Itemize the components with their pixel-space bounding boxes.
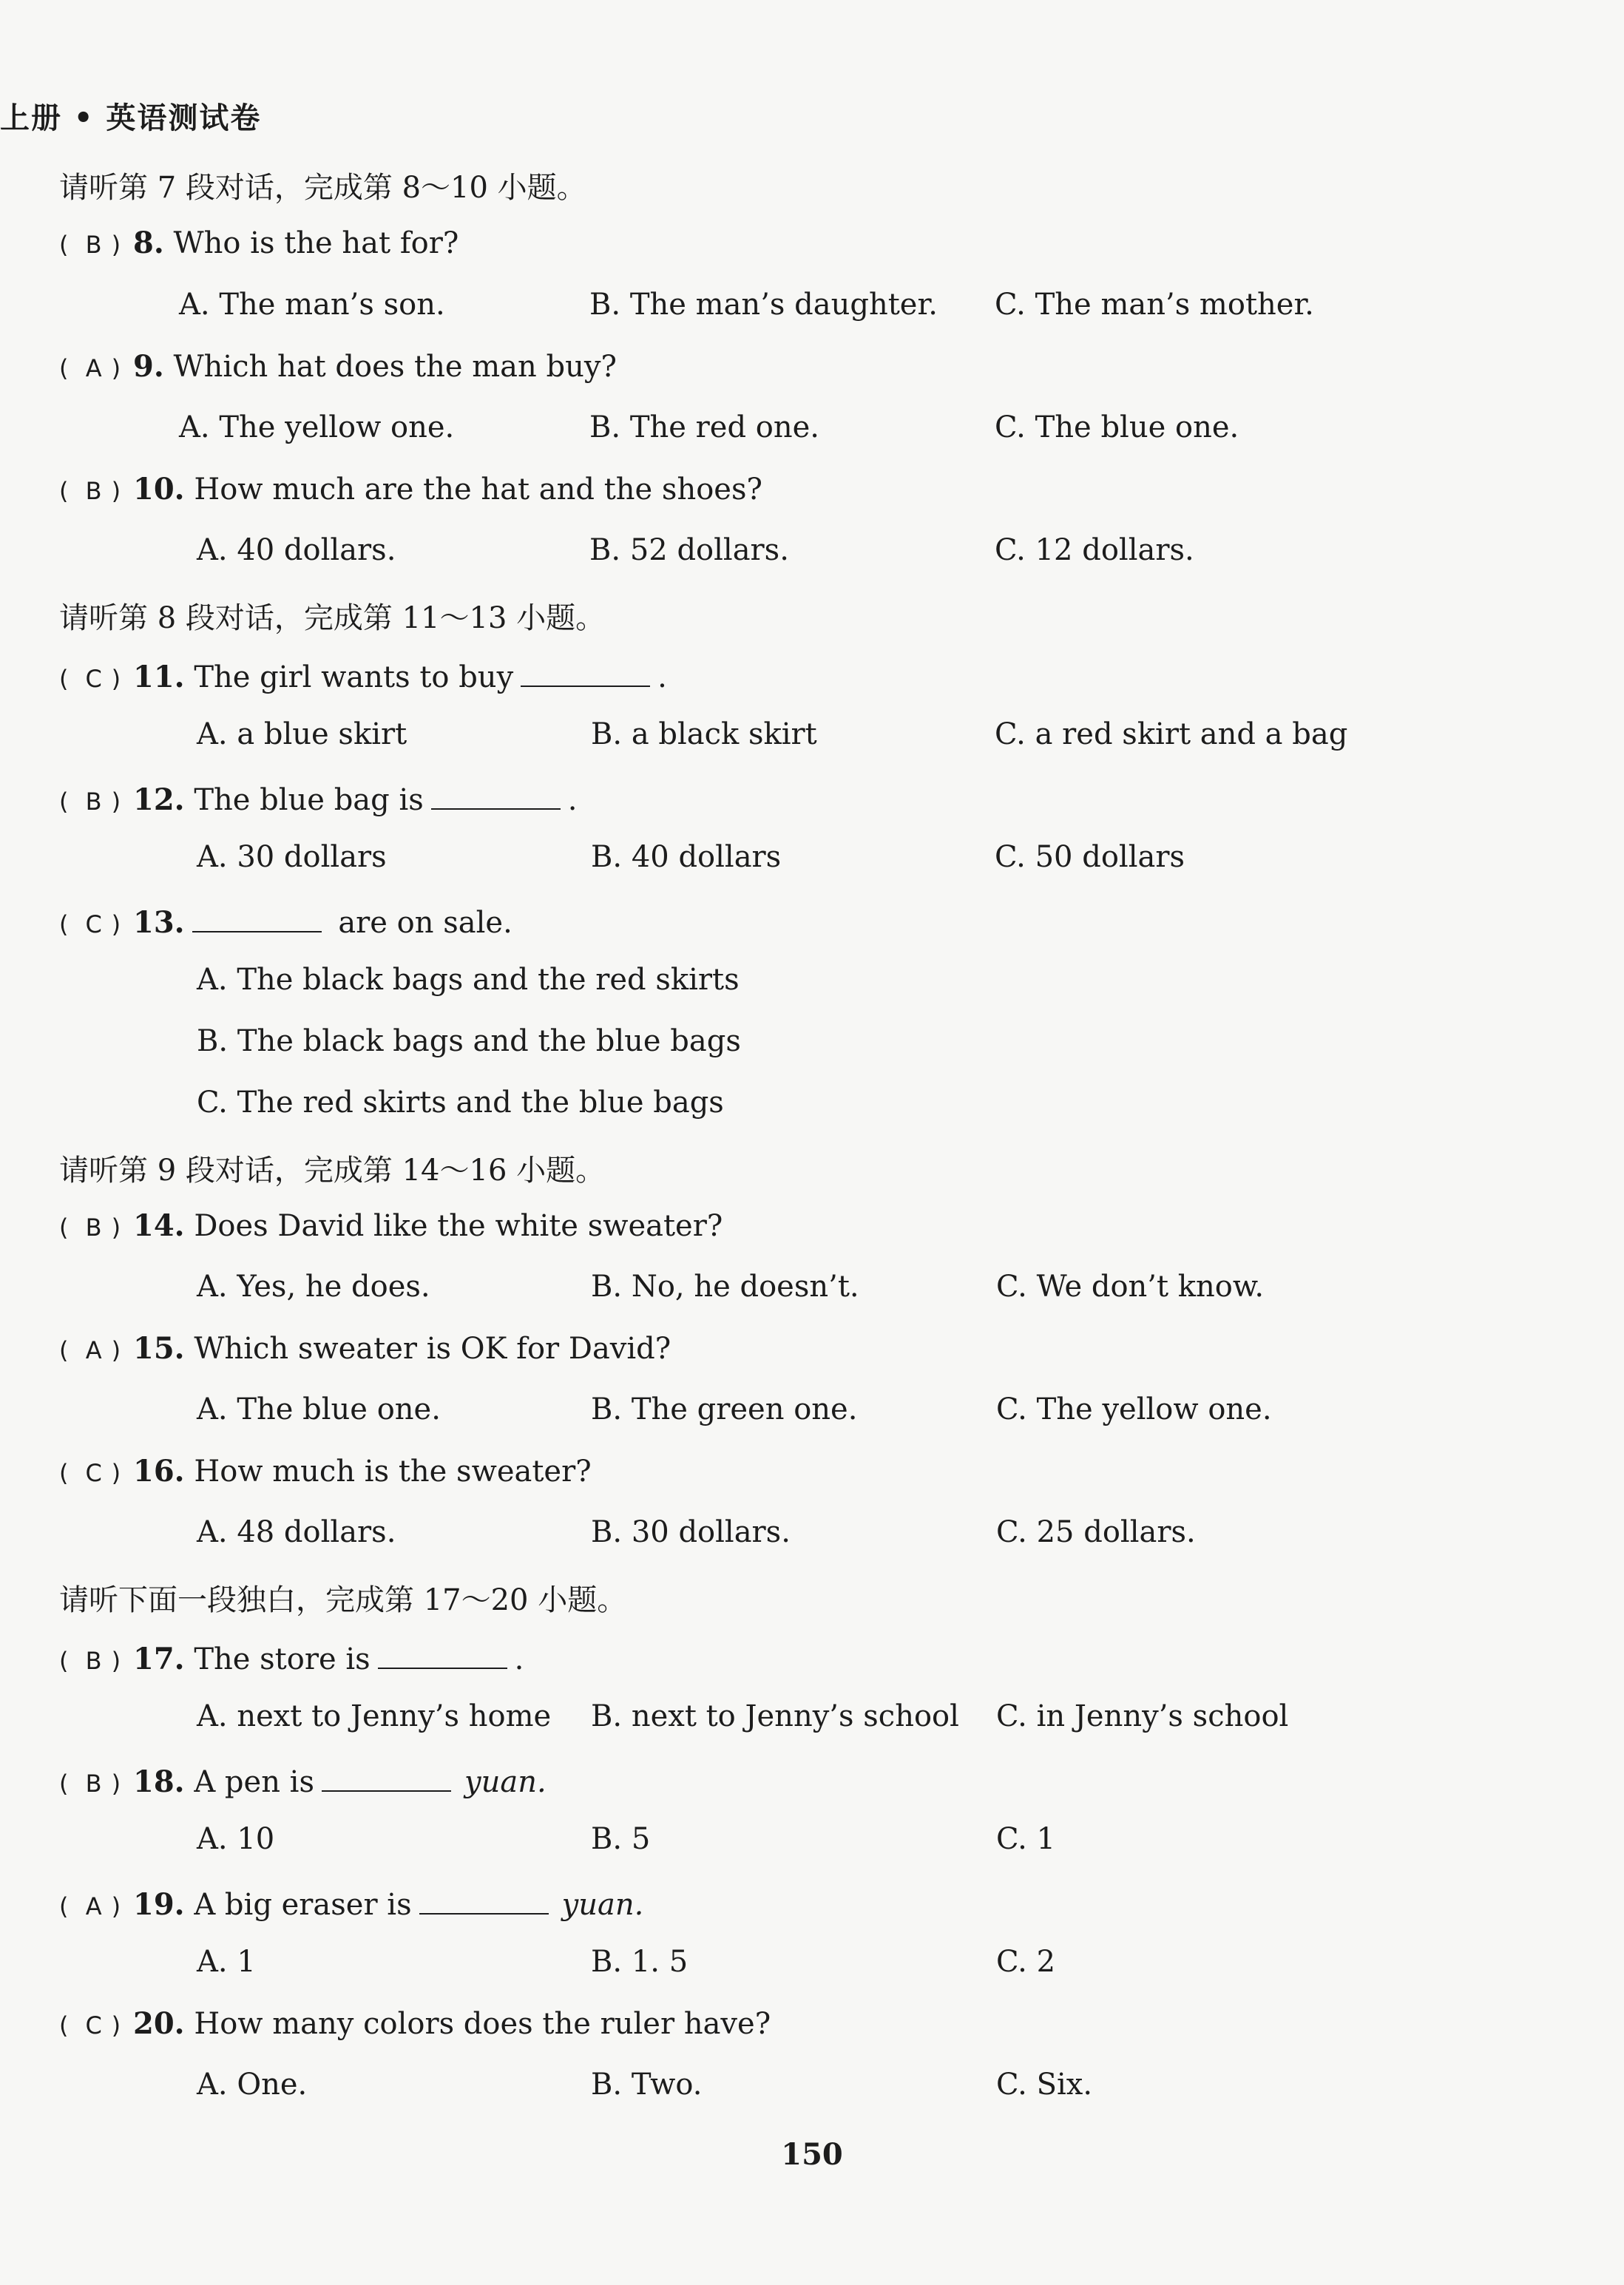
- option-a: A. 48 dollars.: [197, 1515, 396, 1549]
- answer-paren: ( B ): [59, 788, 121, 816]
- option-c: C. The yellow one.: [996, 1392, 1272, 1426]
- option-c: C. Six.: [996, 2068, 1093, 2102]
- question-text: The store is: [194, 1642, 371, 1676]
- unit-yuan: yuan.: [464, 1765, 547, 1799]
- answer-letter: B: [85, 477, 102, 505]
- answer-paren: ( A ): [59, 1892, 121, 1920]
- answer-letter: C: [85, 2011, 102, 2039]
- question-number: 14.: [133, 1208, 185, 1243]
- option-c: C. We don’t know.: [996, 1270, 1265, 1304]
- question-15: [59, 1331, 671, 1366]
- option-c: C. The red skirts and the blue bags: [197, 1086, 724, 1120]
- answer-letter: B: [85, 1770, 102, 1798]
- question-number: 19.: [133, 1887, 185, 1922]
- question-text: Who is the hat for?: [173, 226, 459, 260]
- answer-paren: ( B ): [59, 477, 121, 505]
- option-c: C. The blue one.: [995, 410, 1239, 444]
- option-c: C. The man’s mother.: [995, 288, 1314, 322]
- option-c: C. 2: [996, 1945, 1056, 1979]
- answer-letter: C: [85, 910, 102, 938]
- question-number: 20.: [133, 2006, 185, 2041]
- page-header: 上册 • 英语测试卷: [0, 101, 262, 135]
- question-text: The girl wants to buy: [194, 660, 514, 694]
- option-b: B. 30 dollars.: [591, 1515, 791, 1549]
- question-12: [59, 779, 578, 817]
- answer-letter: B: [85, 788, 102, 816]
- answer-paren: ( A ): [59, 1336, 121, 1364]
- option-a: A. Yes, he does.: [197, 1270, 430, 1304]
- option-c: C. 25 dollars.: [996, 1515, 1196, 1549]
- page-number: 150: [781, 2137, 843, 2172]
- option-b: B. 5: [591, 1822, 651, 1856]
- answer-letter: B: [85, 1213, 102, 1242]
- answer-paren: ( B ): [59, 1770, 121, 1798]
- option-a: A. The blue one.: [197, 1392, 441, 1426]
- question-number: 11.: [133, 660, 185, 694]
- question-16: [59, 1454, 592, 1489]
- question-number: 16.: [133, 1454, 185, 1489]
- question-18: [59, 1761, 547, 1799]
- option-b: B. 40 dollars: [591, 840, 782, 874]
- option-a: A. 10: [197, 1822, 275, 1856]
- answer-blank: [419, 1883, 549, 1915]
- question-17: [59, 1638, 524, 1676]
- option-c: C. 1: [996, 1822, 1056, 1856]
- question-text: Does David like the white sweater?: [194, 1209, 723, 1243]
- option-c: C. 50 dollars: [995, 840, 1185, 874]
- section-instruction-4: 请听下面一段独白，完成第 17～20 小题。: [59, 1583, 627, 1617]
- question-text: How many colors does the ruler have?: [194, 2007, 771, 2041]
- question-13: [59, 901, 512, 940]
- section-instruction-1: 请听第 7 段对话，完成第 8～10 小题。: [59, 171, 586, 205]
- option-c: C. in Jenny’s school: [996, 1699, 1289, 1733]
- question-20: [59, 2006, 771, 2041]
- question-text-after: .: [657, 660, 667, 694]
- answer-paren: ( C ): [59, 2011, 121, 2039]
- option-a: A. The yellow one.: [179, 410, 455, 444]
- answer-letter: A: [85, 1892, 102, 1920]
- option-b: B. 52 dollars.: [589, 533, 789, 567]
- answer-paren: ( B ): [59, 1213, 121, 1242]
- option-a: A. next to Jenny’s home: [197, 1699, 552, 1733]
- option-b: B. Two.: [591, 2068, 703, 2102]
- option-a: A. One.: [197, 2068, 308, 2102]
- question-8: [59, 226, 459, 260]
- answer-paren: ( B ): [59, 231, 121, 259]
- option-c: C. 12 dollars.: [995, 533, 1194, 567]
- option-a: A. 40 dollars.: [197, 533, 396, 567]
- option-b: B. The red one.: [589, 410, 819, 444]
- answer-blank: [192, 901, 322, 932]
- answer-letter: A: [85, 1336, 102, 1364]
- answer-letter: C: [85, 665, 102, 693]
- question-9: [59, 349, 617, 384]
- answer-letter: B: [85, 231, 102, 259]
- answer-paren: ( C ): [59, 665, 121, 693]
- question-text: A big eraser is: [194, 1888, 412, 1922]
- question-number: 18.: [133, 1764, 185, 1799]
- question-text: Which sweater is OK for David?: [194, 1332, 671, 1366]
- answer-paren: ( B ): [59, 1647, 121, 1675]
- question-10: [59, 472, 762, 507]
- option-b: B. The black bags and the blue bags: [197, 1024, 741, 1058]
- option-a: A. 30 dollars: [197, 840, 387, 874]
- question-19: [59, 1883, 643, 1922]
- answer-paren: ( A ): [59, 354, 121, 382]
- question-number: 12.: [133, 782, 185, 817]
- question-number: 9.: [133, 349, 164, 384]
- section-instruction-2: 请听第 8 段对话，完成第 11～13 小题。: [59, 601, 606, 635]
- answer-blank: [521, 656, 650, 687]
- question-number: 17.: [133, 1642, 185, 1676]
- unit-yuan: yuan.: [561, 1888, 644, 1922]
- option-a: A. a blue skirt: [197, 717, 407, 751]
- question-11: [59, 656, 667, 694]
- question-text-after: .: [567, 783, 578, 817]
- answer-blank: [322, 1761, 451, 1792]
- question-number: 10.: [133, 472, 185, 507]
- answer-letter: C: [85, 1459, 102, 1487]
- question-text: Which hat does the man buy?: [173, 350, 617, 384]
- answer-paren: ( C ): [59, 1459, 121, 1487]
- option-b: B. No, he doesn’t.: [591, 1270, 859, 1304]
- answer-letter: A: [85, 354, 102, 382]
- option-b: B. next to Jenny’s school: [591, 1699, 959, 1733]
- option-b: B. 1. 5: [591, 1945, 688, 1979]
- section-instruction-3: 请听第 9 段对话，完成第 14～16 小题。: [59, 1154, 606, 1188]
- question-14: [59, 1208, 723, 1243]
- question-text-after: are on sale.: [338, 906, 512, 940]
- question-text: How much are the hat and the shoes?: [194, 473, 762, 507]
- question-text: The blue bag is: [194, 783, 424, 817]
- option-a: A. 1: [197, 1945, 256, 1979]
- question-text: A pen is: [194, 1765, 314, 1799]
- answer-paren: ( C ): [59, 910, 121, 938]
- question-text: How much is the sweater?: [194, 1455, 592, 1489]
- question-number: 15.: [133, 1331, 185, 1366]
- option-a: A. The man’s son.: [179, 288, 445, 322]
- question-number: 8.: [133, 226, 164, 260]
- option-b: B. The green one.: [591, 1392, 858, 1426]
- answer-letter: B: [85, 1647, 102, 1675]
- option-c: C. a red skirt and a bag: [995, 717, 1348, 751]
- question-text-after: .: [514, 1642, 524, 1676]
- answer-blank: [378, 1638, 507, 1669]
- option-b: B. a black skirt: [591, 717, 817, 751]
- answer-blank: [431, 779, 561, 810]
- option-a: A. The black bags and the red skirts: [197, 963, 740, 997]
- option-b: B. The man’s daughter.: [589, 288, 938, 322]
- question-number: 13.: [133, 905, 185, 940]
